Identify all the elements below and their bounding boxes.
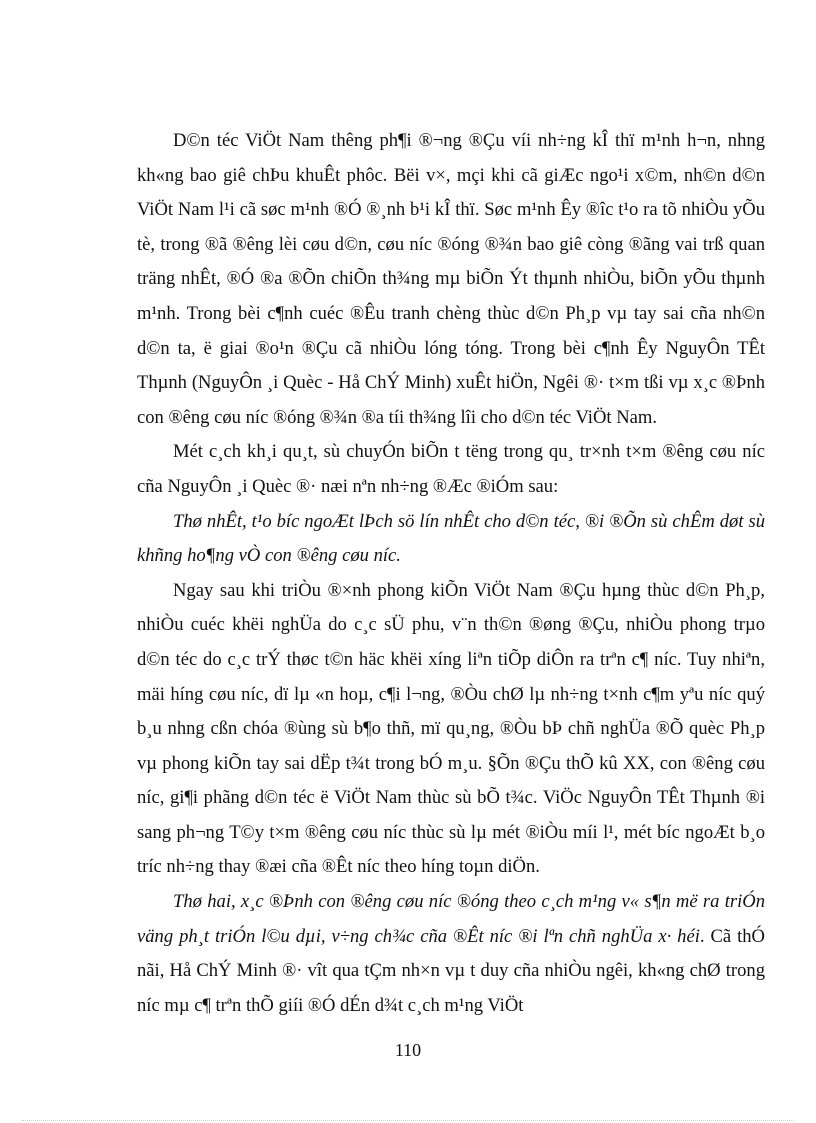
paragraph-first-point-heading: Thø nhÊt, t¹o bíc ngoÆt lÞch sö lín nhÊt cho d©n téc, ®i ®Õn sù chÊm døt sù khñng ho¶ng vÒ con ®êng cøu níc. [137,510,765,567]
paragraph-overview: Mét c¸ch kh¸i qu¸t, sù chuyÓn biÕn t tëng trong qu¸ tr×nh t×m ®êng cøu níc cña NguyÔn ¸i Quèc ®· næi nªn nh÷ng ®Æc ®iÓm sau: [137,441,765,497]
page-number: 110 [394,1040,422,1060]
second-point-body: . Cã thÓ nãi, Hå ChÝ Minh ®· vît qua tÇm nh×n vµ t duy cña nhiÒu ngêi, kh«ng chØ trong níc mµ c¶ trªn thÕ giíi ®Ó dÉn d¾t c¸ch m¹ng ViÖt [137,925,765,1016]
second-point-heading: Thø hai, x¸c ®Þnh con ®êng cøu níc ®óng theo c¸ch m¹ng v« s¶n më ra triÓn väng ph¸t triÓn l©u dµi, v÷ng ch¾c cña ®Êt níc ®i lªn chñ nghÜa x· héi [137,891,765,947]
paragraph-second-point [137,885,765,1023]
paragraph-first-point-body: Ngay sau khi triÒu ®×nh phong kiÕn ViÖt Nam ®Çu hµng thùc d©n Ph¸p, nhiÒu cuéc khëi nghÜa do c¸c sÜ phu, v¨n th©n ®øng ®Çu, nhiÒu phong trµo d©n téc do c¸c trÝ thøc t©n häc khëi xíng liªn tiÕp diÔn ra trªn c¶ níc. Tuy nhiªn, mäi híng cøu níc, dï lµ «n hoµ, c¶i l¬ng, ®Òu chØ lµ nh÷ng t×nh c¶m yªu níc quý b¸u nhng cßn chóa ®ùng sù b¶o thñ, mï qu¸ng, ®Òu bÞ chñ nghÜa ®Õ quèc Ph¸p vµ phong kiÕn tay sai dËp t¾t trong bÓ m¸u. §Õn ®Çu thÕ kû XX, con ®êng cøu níc, gi¶i phãng d©n téc ë ViÖt Nam thùc sù bÕ t¾c. ViÖc NguyÔn TÊt Thµnh ®i sang ph¬ng T©y t×m ®êng cøu níc thùc sù lµ mét ®iÒu míi l¹, mét bíc ngoÆt b¸o tríc nh÷ng thay ®æi cña ®Êt níc theo híng toµn diÖn. [137,579,765,878]
page-bottom-divider [22,1120,794,1121]
paragraph-intro: D©n téc ViÖt Nam thêng ph¶i ®¬ng ®Çu víi nh÷ng kÎ thï m¹nh h¬n, nhng kh«ng bao giê chÞu khuÊt phôc. Bëi v×, mçi khi cã giÆc ngo¹i x©m, nh©n d©n ViÖt Nam l¹i cã søc m¹nh ®Ó ®¸nh b¹i kÎ thï. Søc m¹nh Êy ®îc t¹o ra tõ nhiÒu yÕu tè, trong ®ã ®êng lèi cøu d©n, cøu níc ®óng ®¾n bao giê còng ®ãng vai trß quan träng nhÊt, ®Ó ®a ®Õn chiÕn th¾ng mµ biÕn Ýt thµnh nhiÒu, biÕn yÕu thµnh m¹nh. Trong bèi c¶nh cuéc ®Êu tranh chèng thùc d©n Ph¸p vµ tay sai cña nh©n d©n ta, ë giai ®o¹n ®Çu cã nhiÒu lóng tóng. Trong bèi c¶nh Êy NguyÔn TÊt Thµnh (NguyÔn ¸i Quèc - Hå ChÝ Minh) xuÊt hiÖn, Ngêi ®· t×m tßi vµ x¸c ®Þnh con ®êng cøu níc ®óng ®¾n ®a tíi th¾ng lîi cho d©n téc ViÖt Nam. [137,130,765,428]
body-text [137,124,765,1023]
